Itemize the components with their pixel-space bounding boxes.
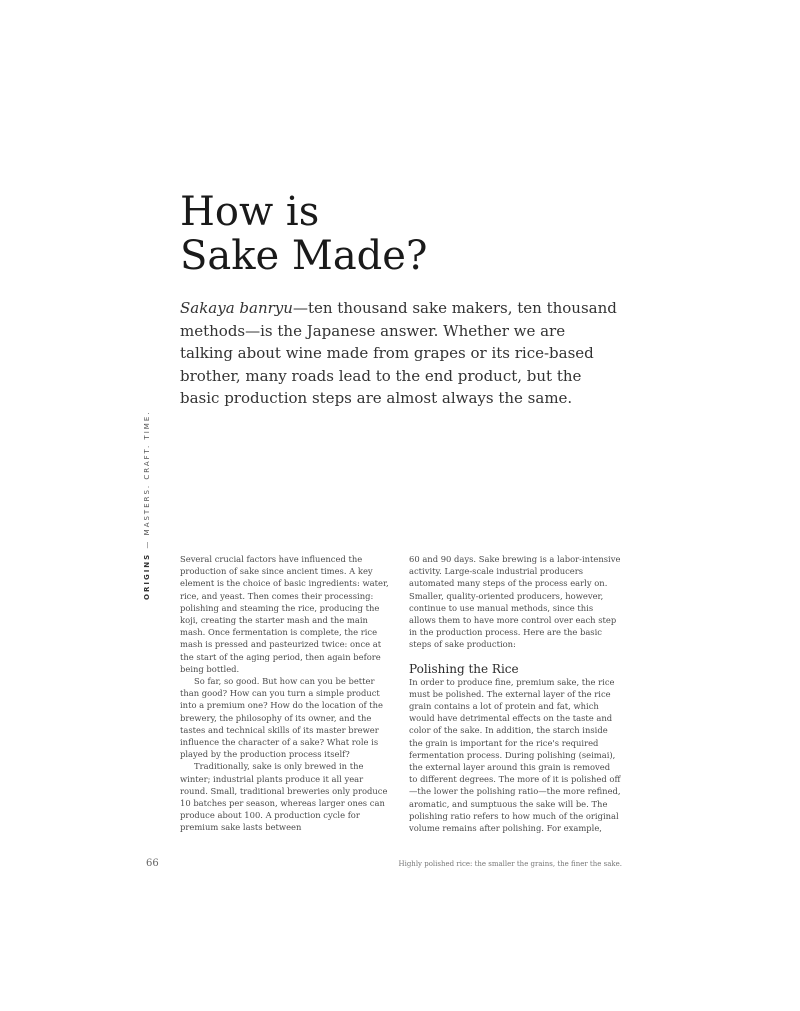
page-number: 66 <box>146 858 159 869</box>
section-side-label <box>143 411 151 600</box>
body-paragraph: Several crucial factors have influenced the production of sake since ancient times. A key element is the choice of basic ingredients: water, rice, and yeast. Then comes their processing: polishing and steaming the rice, producing the koji, creating the starter mash and the main mash. Once fermentation is complete, the rice mash is pressed and pasteurized twice: once at the start of the aging period, then again before being bottled. <box>180 554 389 674</box>
section-name: ORIGINS <box>143 552 151 600</box>
body-paragraph: So far, so good. But how can you be better than good? How can you turn a simple product into a premium one? How do the location of the brewery, the philosophy of its owner, and the tastes and technical skills of its master brewer influence the character of a sake? What role is played by the production process itself? <box>180 676 383 760</box>
page-title <box>180 190 620 278</box>
section-tagline: — MASTERS. CRAFT. TIME. <box>143 410 151 553</box>
title-line-1: How is <box>180 189 320 235</box>
body-paragraph: 60 and 90 days. Sake brewing is a labor-intensive activity. Large-scale industrial producers automated many steps of the process early on. Smaller, quality-oriented producers, however, continue to use manual methods, since this allows them to have more control over each step in the production process. Here are the basic steps of sake production: <box>409 554 621 650</box>
section-heading: Polishing the Rice <box>409 661 519 676</box>
body-paragraph: In order to produce fine, premium sake, the rice must be polished. The external layer of the rice grain contains a lot of protein and fat, which would have detrimental effects on the taste and color of the sake. In addition, the starch inside the grain is important for the rice's required fermentation process. During polishing (seimai), the external layer around this grain is removed to different degrees. The more of it is polished off—the lower the polishing ratio—the more refined, aromatic, and sumptuous the sake will be. The polishing ratio refers to how much of the original volume remains after polishing. For example, <box>409 676 621 834</box>
title-line-2: Sake Made? <box>180 233 428 279</box>
image-caption: Highly polished rice: the smaller the grains, the finer the sake. <box>398 860 622 868</box>
intro-text: —ten thousand sake makers, ten thousand methods—is the Japanese answer. Whether we are talking about wine made from grapes or its rice-based brother, many roads lead to the end product, but the basic production steps are almost always the same. <box>180 299 617 407</box>
body-paragraph: Traditionally, sake is only brewed in the winter; industrial plants produce it all year round. Small, traditional breweries only produce 10 batches per season, whereas larger ones can produce about 100. A production cycle for premium sake lasts between <box>180 761 388 833</box>
body-column-right <box>409 553 621 834</box>
intro-paragraph <box>180 297 620 410</box>
intro-italic-phrase: Sakaya banryu <box>180 299 293 317</box>
body-column-left <box>180 553 392 834</box>
